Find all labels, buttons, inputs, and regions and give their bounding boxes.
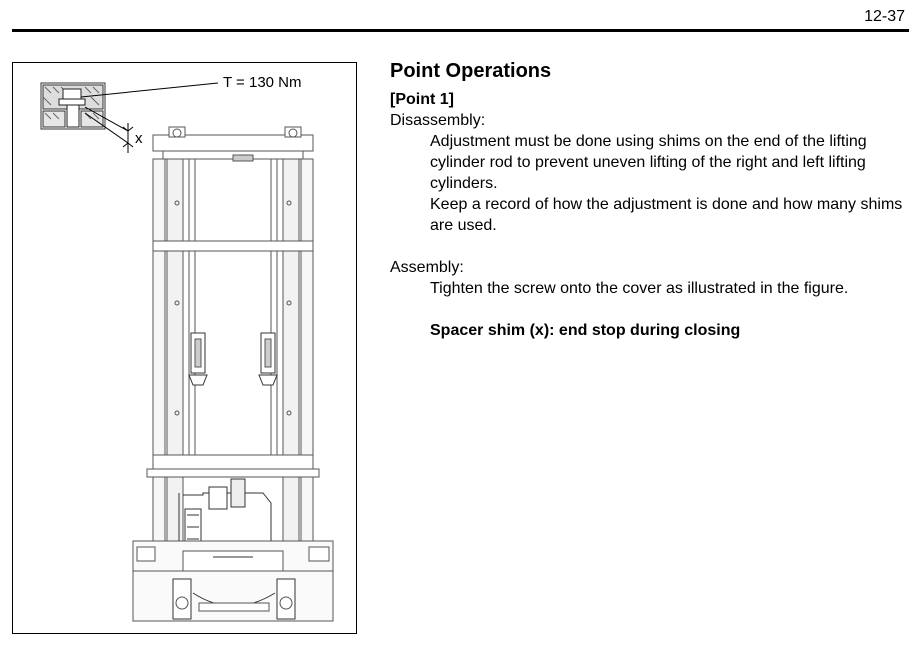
spacer-shim-note: Spacer shim (x): end stop during closing xyxy=(430,322,741,339)
page-number: 12-37 xyxy=(864,8,905,25)
header-rule xyxy=(12,29,909,32)
detail-inset xyxy=(41,83,105,129)
torque-label: T = 130 Nm xyxy=(223,74,302,91)
point-label: [Point 1] xyxy=(390,91,454,108)
mast-drawing xyxy=(13,63,355,632)
assembly-label: Assembly: xyxy=(390,259,464,276)
instruction-text xyxy=(390,58,910,341)
disassembly-label: Disassembly: xyxy=(390,112,486,129)
disassembly-text-2: Keep a record of how the adjustment is done and how many shims are used. xyxy=(430,196,903,234)
shim-x-label: x xyxy=(135,130,143,147)
disassembly-text-1: Adjustment must be done using shims on the end of the lifting cylinder rod to prevent uneven lifting of the right and left lifting cylinders. xyxy=(430,133,867,192)
section-heading: Point Operations xyxy=(390,60,552,82)
assembly-text: Tighten the screw onto the cover as illustrated in the figure. xyxy=(430,280,849,297)
mast-figure xyxy=(12,62,357,634)
